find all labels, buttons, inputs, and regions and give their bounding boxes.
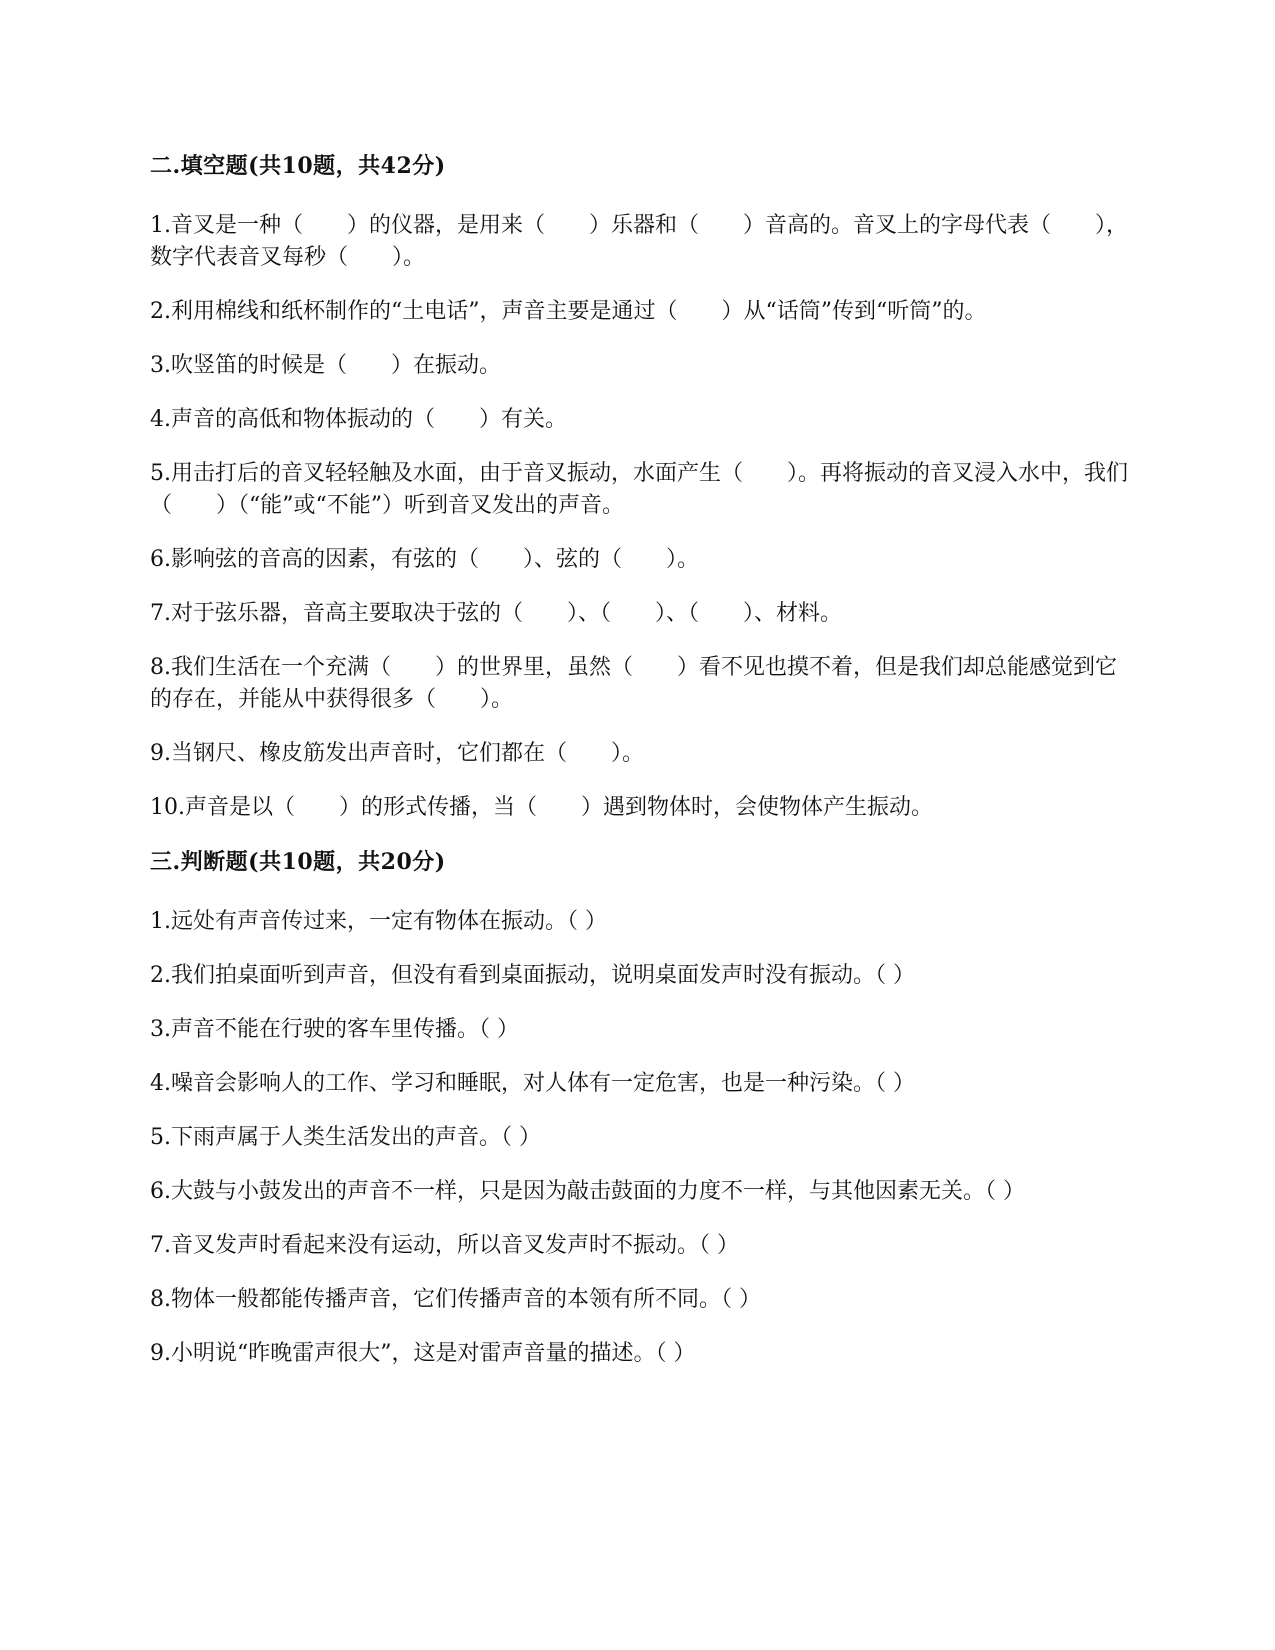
question-item: 7.对于弦乐器，音高主要取决于弦的（ ）、（ ）、（ ）、材料。 <box>150 601 842 626</box>
question-item: 1.音叉是一种（ ）的仪器，是用来（ ）乐器和（ ）音高的。音叉上的字母代表（ ），数字代表音叉每秒（ ）。 <box>150 213 1128 270</box>
question-item: 4.噪音会影响人的工作、学习和睡眠，对人体有一定危害，也是一种污染。（ ） <box>150 1071 915 1096</box>
question-item: 2.我们拍桌面听到声音，但没有看到桌面振动，说明桌面发声时没有振动。（ ） <box>150 963 915 988</box>
section-title-judgment: 三.判断题(共10题，共20分) <box>150 849 446 875</box>
question-item: 6.大鼓与小鼓发出的声音不一样，只是因为敲击鼓面的力度不一样，与其他因素无关。（ ） <box>150 1179 1025 1204</box>
question-item: 5.下雨声属于人类生活发出的声音。（ ） <box>150 1125 541 1150</box>
question-item: 8.我们生活在一个充满（ ）的世界里，虽然（ ）看不见也摸不着，但是我们却总能感觉到它的存在，并能从中获得很多（ ）。 <box>150 655 1117 712</box>
question-item: 8.物体一般都能传播声音，它们传播声音的本领有所不同。（ ） <box>150 1287 761 1312</box>
exam-page <box>150 150 1130 1392</box>
question-item: 4.声音的高低和物体振动的（ ）有关。 <box>150 407 567 432</box>
question-item: 5.用击打后的音叉轻轻触及水面，由于音叉振动，水面产生（ ）。再将振动的音叉浸入水中，我们（ ）（“能”或“不能”）听到音叉发出的声音。 <box>150 461 1128 518</box>
section-title-fill: 二.填空题(共10题，共42分) <box>150 153 446 179</box>
question-item: 9.小明说“昨晚雷声很大”，这是对雷声音量的描述。（ ） <box>150 1341 696 1366</box>
judgment-section <box>150 846 1130 1370</box>
question-item: 6.影响弦的音高的因素，有弦的（ ）、弦的（ ）。 <box>150 547 699 572</box>
question-item: 3.吹竖笛的时候是（ ）在振动。 <box>150 353 501 378</box>
question-item: 10.声音是以（ ）的形式传播，当（ ）遇到物体时，会使物体产生振动。 <box>150 795 933 820</box>
question-item: 1.远处有声音传过来，一定有物体在振动。（ ） <box>150 909 607 934</box>
question-item: 3.声音不能在行驶的客车里传播。（ ） <box>150 1017 519 1042</box>
fill-in-section <box>150 150 1130 824</box>
question-item: 7.音叉发声时看起来没有运动，所以音叉发声时不振动。（ ） <box>150 1233 739 1258</box>
question-item: 2.利用棉线和纸杯制作的“土电话”，声音主要是通过（ ）从“话筒”传到“听筒”的。 <box>150 299 987 324</box>
question-item: 9.当钢尺、橡皮筋发出声音时，它们都在（ ）。 <box>150 741 644 766</box>
